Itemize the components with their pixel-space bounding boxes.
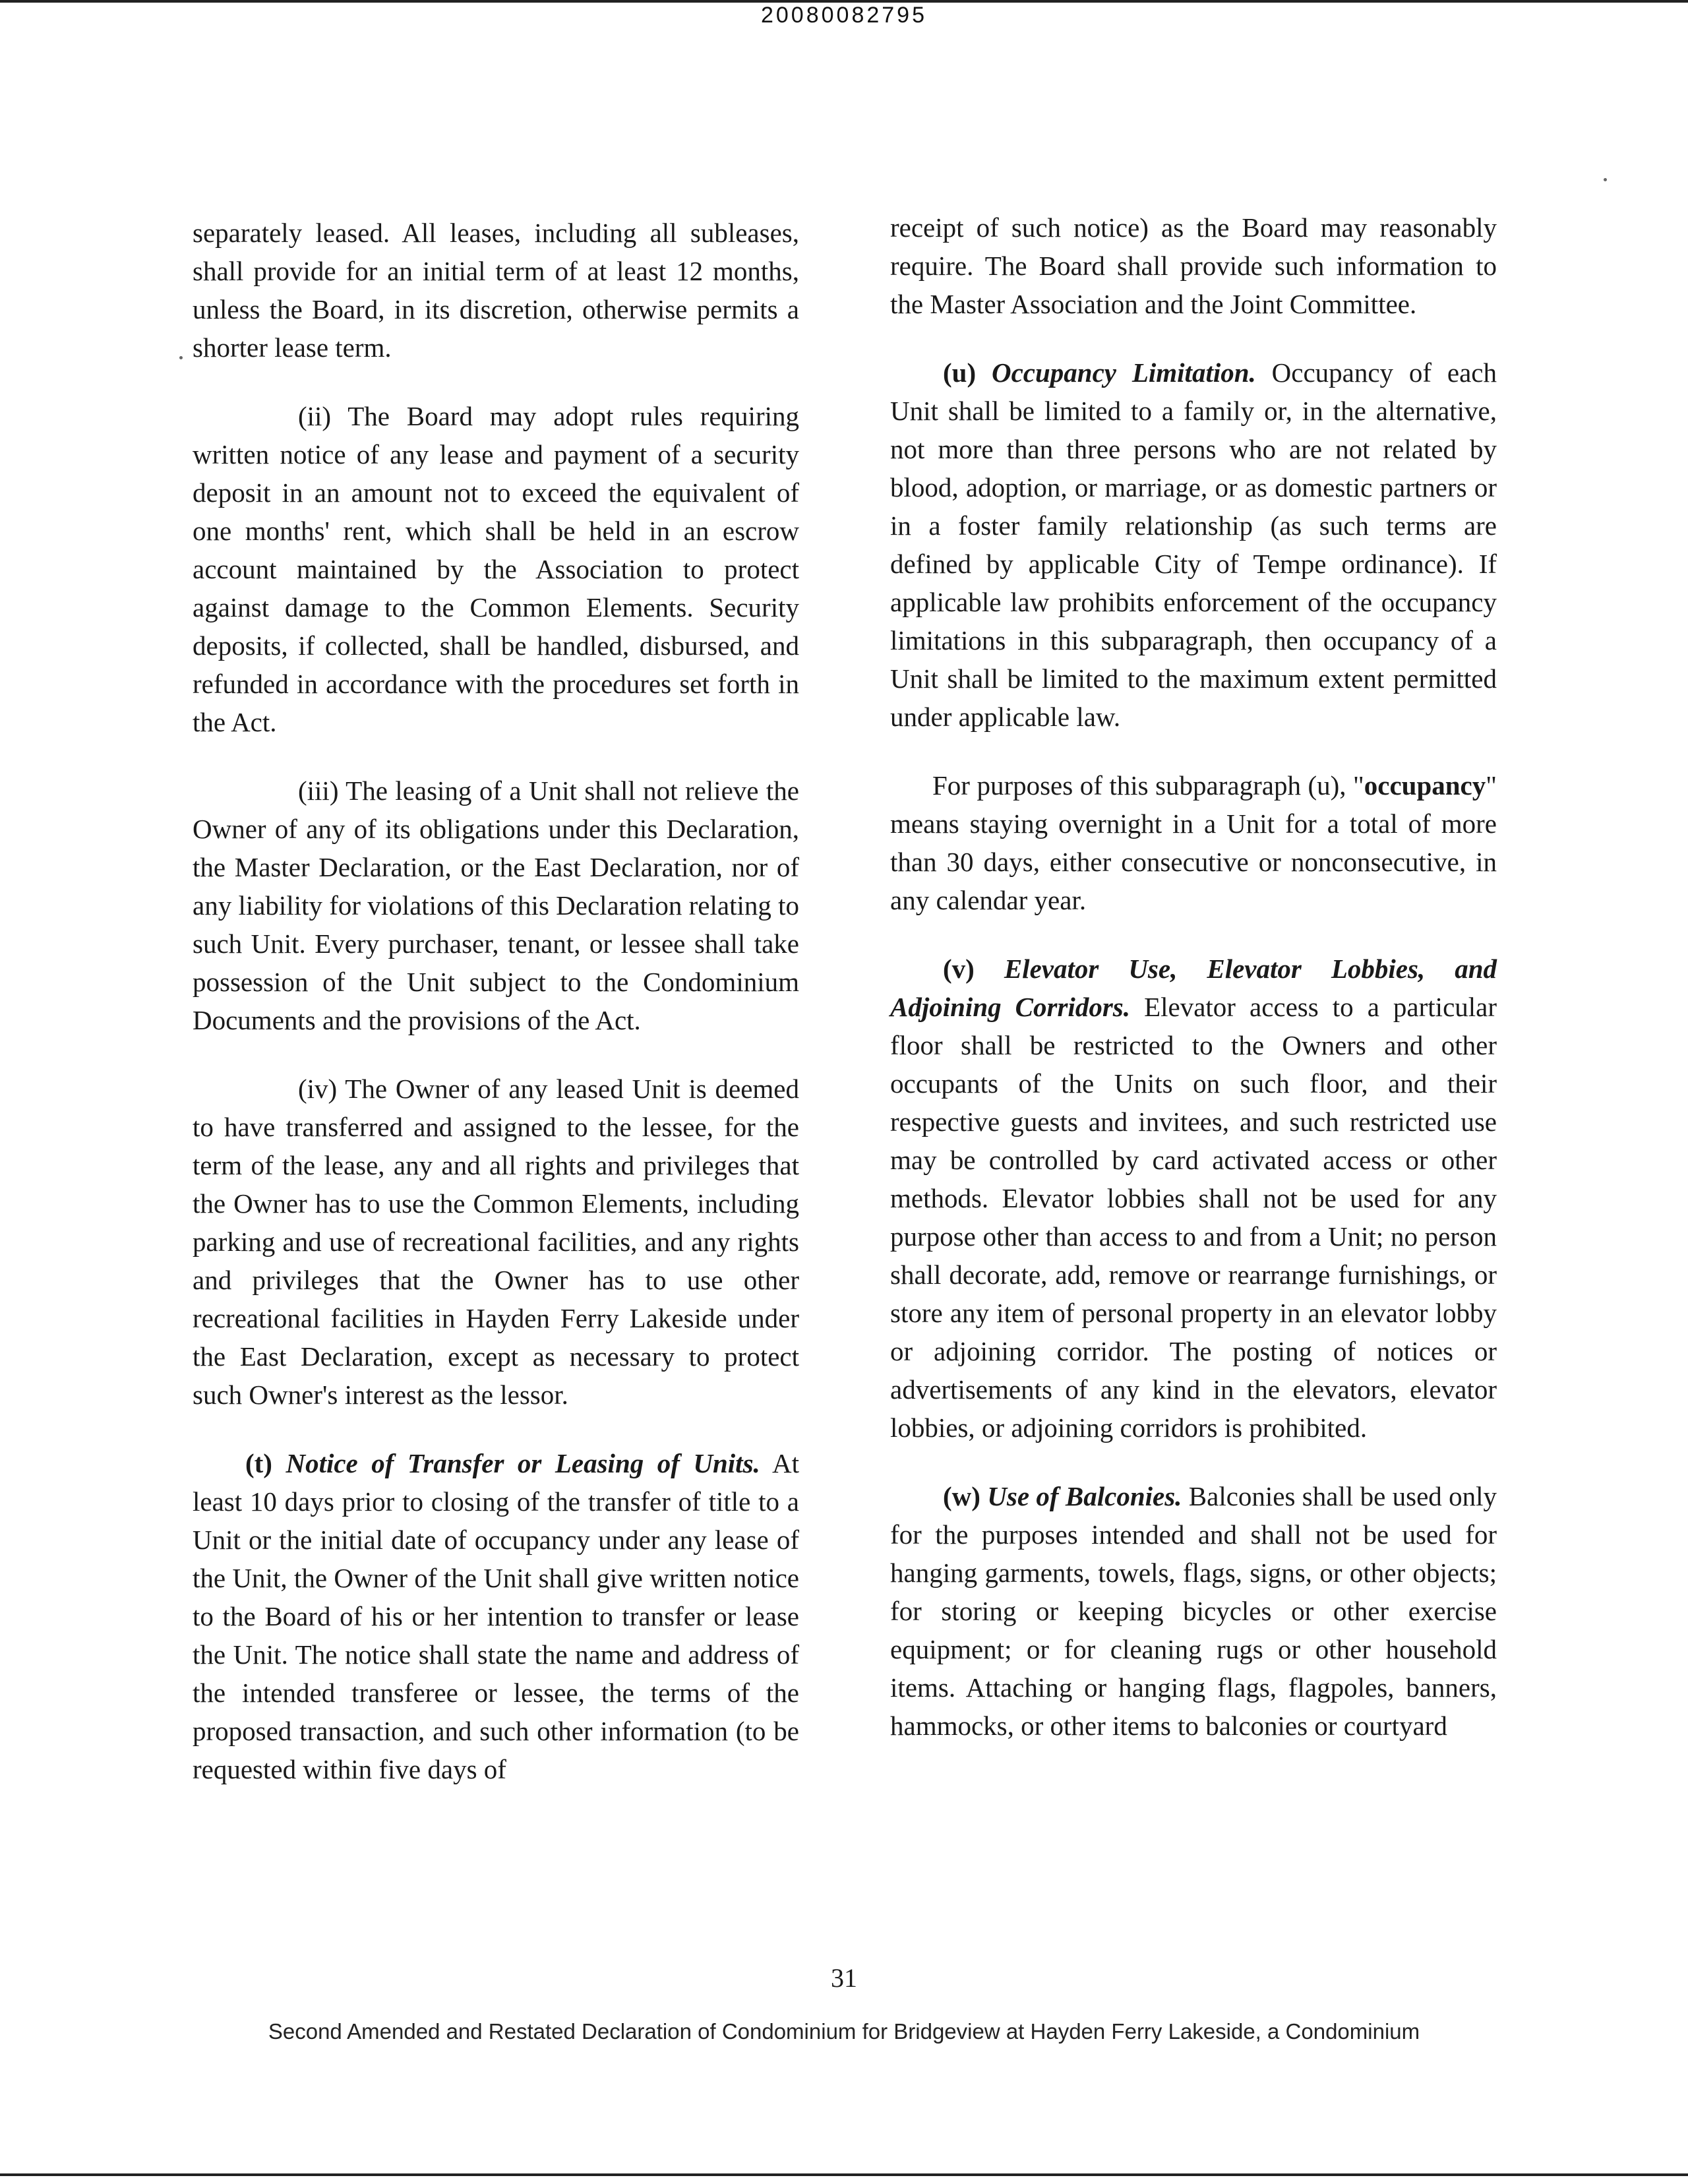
section-t-heading: Notice of Transfer or Leasing of Units. (286, 1448, 760, 1478)
section-t (193, 1444, 799, 1788)
section-v-ref: (v) (943, 954, 975, 984)
right-column (890, 208, 1497, 1775)
section-u-heading: Occupancy Limitation. (991, 357, 1256, 388)
occupancy-def-pre: For purposes of this subparagraph (u), " (932, 770, 1364, 801)
section-u (890, 353, 1497, 736)
page-number: 31 (831, 1963, 857, 1993)
paragraph-ii: (ii) The Board may adopt rules requiring written notice of any lease and payment of a security deposit in an amount not to exceed the equivalent of one months' rent, which shall be held in an escrow account maintained by the Association to protect against damage to the Common Elements. Security deposits, if collected, shall be handled, disbursed, and refunded in accordance with the procedures set forth in the Act. (193, 401, 799, 737)
paragraph-notice-receipt: receipt of such notice) as the Board may reasonably require. The Board shall provide such information to the Master Association and the Joint Committee. (890, 212, 1497, 319)
document-number: 20080082795 (760, 3, 927, 28)
section-v-body: Elevator access to a particular floor shall be restricted to the Owners and other occupants of the Units on such floor, and their respective guests and invitees, and such restricted use may be controlled by card activated access or other methods. Elevator lobbies shall not be used for any purpose other than access to and from a Unit; no person shall decorate, add, remove or rearrange furnishings, or store any item of personal property in an elevator lobby or adjoining corridor. The posting of notices or advertisements of any kind in the elevators, elevator lobbies, or adjoining corridors is prohibited. (890, 992, 1497, 1443)
scan-speck (179, 356, 183, 359)
section-u-body: Occupancy of each Unit shall be limited to a family or, in the alternative, not more than three persons who are not related by blood, adoption, or marriage, or as domestic partners or in a foster family relationship (as such terms are defined by applicable City of Tempe ordinance). If applicable law prohibits enforcement of the occupancy limitations in this subparagraph, then occupancy of a Unit shall be limited to the maximum extent permitted under applicable law. (890, 357, 1497, 732)
paragraph-iii: (iii) The leasing of a Unit shall not relieve the Owner of any of its obligations under this Declaration, the Master Declaration, or the East Declaration, nor of any liability for violations of this Declaration relating to such Unit. Every purchaser, tenant, or lessee shall take possession of the Unit subject to the Condominium Documents and the provisions of the Act. (193, 775, 799, 1035)
paragraph-lease-term: separately leased. All leases, including all subleases, shall provide for an initial term of at least 12 months, unless the Board, in its discretion, otherwise permits a shorter lease term. (193, 218, 799, 363)
bottom-scan-border (0, 2173, 1688, 2176)
section-u-ref: (u) (943, 357, 977, 388)
section-w-heading: Use of Balconies. (987, 1481, 1182, 1511)
left-column (193, 214, 799, 1819)
occupancy-def-post: " means staying overnight in a Unit for a total of more than 30 days, either consecutive or nonconsecutive, in any calendar year. (890, 770, 1497, 915)
section-t-body: At least 10 days prior to closing of the transfer of title to a Unit or the initial date of occupancy under any lease of the Unit, the Owner of the Unit shall give written notice to the Board of his or her intention to transfer or lease the Unit. The notice shall state the name and address of the intended transferee or lessee, the terms of the proposed transaction, and such other information (to be requested within five days of (193, 1448, 800, 1784)
section-w (890, 1477, 1497, 1745)
occupancy-term: occupancy (1364, 770, 1486, 801)
scan-speck (1604, 178, 1607, 181)
section-v (890, 950, 1497, 1447)
footer-document-title: Second Amended and Restated Declaration of Condominium for Bridgeview at Hayden Ferry Lakeside, a Condominium (268, 2019, 1420, 2044)
paragraph-occupancy-definition (890, 766, 1497, 919)
paragraph-iv: (iv) The Owner of any leased Unit is deemed to have transferred and assigned to the lessee, for the term of the lease, any and all rights and privileges that the Owner has to use the Common Elements, including parking and use of recreational facilities, and any rights and privileges that the Owner has to use other recreational facilities in Hayden Ferry Lakeside under the East Declaration, except as necessary to protect such Owner's interest as the lessor. (193, 1074, 799, 1410)
section-v-heading: Elevator Use, Elevator Lobbies, and Adjoining Corridors. (890, 954, 1497, 1022)
section-t-ref: (t) (245, 1448, 272, 1478)
section-w-body: Balconies shall be used only for the purposes intended and shall not be used for hanging garments, towels, flags, signs, or other objects; for storing or keeping bicycles or other exercise equipment; or for cleaning rugs or other household items. Attaching or hanging flags, flagpoles, banners, hammocks, or other items to balconies or courtyard (890, 1481, 1497, 1741)
section-w-ref: (w) (943, 1481, 980, 1511)
